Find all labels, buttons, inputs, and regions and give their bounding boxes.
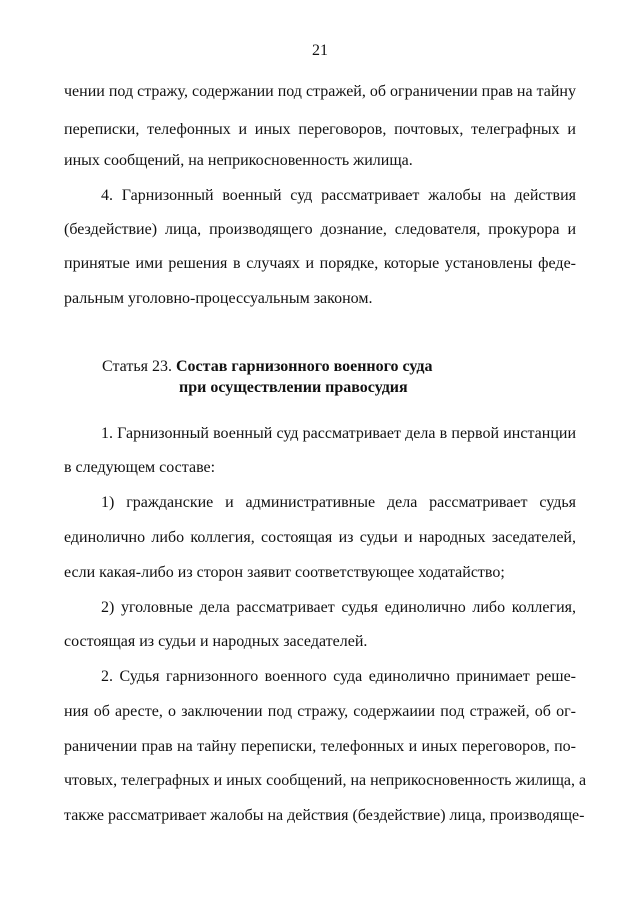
text-line: если какая-либо из сторон заявит соответствующее ходатайство;	[64, 564, 505, 581]
text-line: раничении прав на тайну переписки, телефонных и иных переговоров, по-	[64, 738, 576, 755]
text-line: принятые ими решения в случаях и порядке, которые установлены феде-	[64, 255, 576, 272]
text-line: единолично либо коллегия, состоящая из судьи и народных заседателей,	[64, 529, 576, 546]
text-line: ральным уголовно-процессуальным законом.	[64, 290, 373, 307]
text-line: состоящая из судьи и народных заседателей.	[64, 633, 368, 650]
text-line: чтовых, телеграфных и иных сообщений, на неприкосновенность жилища, а	[64, 772, 587, 789]
text-line: 1) гражданские и административные дела рассматривает судья	[101, 494, 576, 511]
heading-line	[102, 357, 433, 377]
article-title: Состав гарнизонного военного суда	[175, 358, 433, 375]
text-line: ния об аресте, о заключении под стражу, содержаиии под стражей, об ог-	[64, 703, 576, 720]
text-line: переписки, телефонных и иных переговоров, почтовых, телеграфных и	[64, 121, 576, 138]
text-line: иных сообщений, на неприкосновенность жилища.	[64, 152, 413, 169]
text-line: в следующем составе:	[64, 459, 216, 476]
text-line: 2) уголовные дела рассматривает судья единолично либо коллегия,	[101, 599, 576, 616]
text-line: 4. Гарнизонный военный суд рассматривает жалобы на действия	[101, 187, 576, 204]
text-line: (бездействие) лица, производящего дознание, следователя, прокурора и	[64, 221, 576, 238]
text-line: 2. Судья гарнизонного военного суда единолично принимает реше-	[101, 668, 576, 685]
text-line: также рассматривает жалобы на действия (бездействие) лица, производяще-	[64, 807, 585, 824]
text-line: 1. Гарнизонный военный суд рассматривает дела в первой инстанции	[101, 425, 576, 442]
article-number: Статья 23.	[102, 358, 176, 375]
text-line: чении под стражу, содержании под стражей, об ограничении прав на тайну	[64, 83, 576, 100]
page-number: 21	[312, 42, 328, 59]
heading-line: при осуществлении правосудия	[179, 379, 408, 396]
